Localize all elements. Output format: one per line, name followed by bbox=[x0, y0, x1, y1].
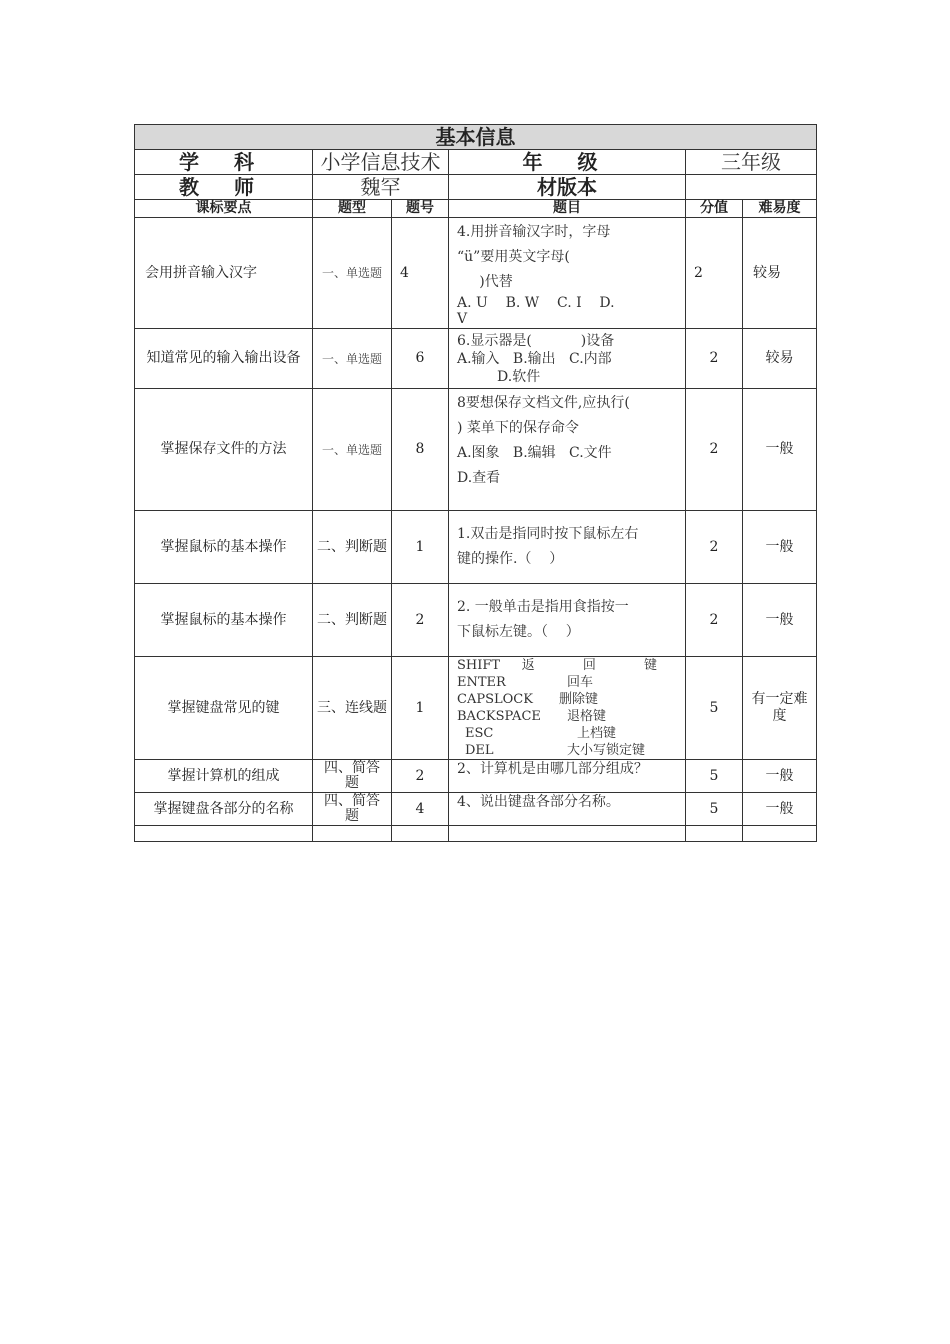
assessment-sheet bbox=[134, 124, 816, 842]
header-row bbox=[135, 200, 817, 218]
subject-label: 学 科 bbox=[135, 150, 313, 175]
question-line: 2、计算机是由哪几部分组成？ bbox=[457, 761, 648, 777]
point-cell: 掌握保存文件的方法 bbox=[135, 389, 313, 511]
match-pair bbox=[457, 674, 679, 691]
key-name: SHIFT bbox=[457, 658, 501, 673]
matching-cell bbox=[449, 657, 686, 760]
teacher-label: 教 师 bbox=[135, 175, 313, 200]
edition-label: 材版本 bbox=[449, 175, 686, 200]
question-line: ) 菜单下的保存命令 bbox=[457, 420, 579, 436]
edition-value bbox=[686, 175, 817, 200]
question-line: A. U B. W C. I D. bbox=[457, 294, 615, 311]
header-difficulty: 难易度 bbox=[743, 200, 817, 218]
teacher-value: 魏罕 bbox=[313, 175, 449, 200]
score-cell: 5 bbox=[686, 657, 743, 760]
difficulty-cell: 一般 bbox=[743, 760, 817, 793]
question-line: 键的操作.（ ） bbox=[457, 551, 564, 567]
subject-value: 小学信息技术 bbox=[313, 150, 449, 175]
score-cell: 2 bbox=[686, 389, 743, 511]
match-pair bbox=[457, 657, 679, 674]
empty-row bbox=[135, 826, 817, 842]
question-cell bbox=[449, 584, 686, 657]
assessment-table bbox=[134, 124, 817, 842]
type-cell: 一、单选题 bbox=[313, 329, 392, 389]
question-line: 2. 一般单击是指用食指按一 bbox=[457, 599, 629, 615]
question-line: 1.双击是指同时按下鼠标左右 bbox=[457, 526, 639, 542]
question-line: 下鼠标左键。（ ） bbox=[457, 624, 580, 640]
question-cell bbox=[449, 329, 686, 389]
difficulty-cell: 一般 bbox=[743, 511, 817, 584]
question-line: 6.显示器是( )设备 bbox=[457, 332, 615, 349]
type-cell: 二、判断题 bbox=[313, 584, 392, 657]
question-line: D.软件 bbox=[457, 368, 541, 385]
key-name: DEL bbox=[465, 743, 494, 758]
score-cell: 5 bbox=[686, 793, 743, 826]
question-cell bbox=[449, 218, 686, 329]
num-cell: 4 bbox=[392, 218, 449, 329]
question-line: V bbox=[457, 310, 468, 327]
type-cell: 一、单选题 bbox=[313, 218, 392, 329]
point-cell: 知道常见的输入输出设备 bbox=[135, 329, 313, 389]
key-function: 退格键 bbox=[567, 709, 607, 724]
question-line: A.图象 B.编辑 C.文件 bbox=[457, 445, 612, 461]
point-cell: 掌握键盘常见的键 bbox=[135, 657, 313, 760]
match-pair bbox=[457, 691, 679, 708]
grade-value: 三年级 bbox=[686, 150, 817, 175]
point-cell: 会用拼音输入汉字 bbox=[135, 218, 313, 329]
table-row bbox=[135, 329, 817, 389]
table-title: 基本信息 bbox=[135, 125, 817, 150]
question-line: )代替 bbox=[457, 273, 513, 290]
score-cell: 2 bbox=[686, 329, 743, 389]
table-row bbox=[135, 511, 817, 584]
type-cell: 四、简答题 bbox=[313, 760, 392, 793]
num-cell: 1 bbox=[392, 511, 449, 584]
empty-cell bbox=[743, 826, 817, 842]
header-type: 题型 bbox=[313, 200, 392, 218]
difficulty-cell: 有一定难度 bbox=[743, 657, 817, 760]
question-cell bbox=[449, 760, 686, 793]
empty-cell bbox=[313, 826, 392, 842]
point-cell: 掌握鼠标的基本操作 bbox=[135, 584, 313, 657]
question-line: 8要想保存文档文件,应执行( bbox=[457, 395, 630, 411]
num-cell: 4 bbox=[392, 793, 449, 826]
difficulty-cell: 一般 bbox=[743, 793, 817, 826]
header-num: 题号 bbox=[392, 200, 449, 218]
type-cell: 二、判断题 bbox=[313, 511, 392, 584]
num-cell: 2 bbox=[392, 760, 449, 793]
question-cell bbox=[449, 511, 686, 584]
point-cell: 掌握键盘各部分的名称 bbox=[135, 793, 313, 826]
num-cell: 2 bbox=[392, 584, 449, 657]
num-cell: 1 bbox=[392, 657, 449, 760]
score-cell: 2 bbox=[686, 218, 743, 329]
match-pair bbox=[457, 725, 679, 742]
key-name: ESC bbox=[465, 726, 494, 741]
point-cell: 掌握计算机的组成 bbox=[135, 760, 313, 793]
key-name: BACKSPACE bbox=[457, 709, 541, 724]
question-cell bbox=[449, 389, 686, 511]
empty-cell bbox=[135, 826, 313, 842]
difficulty-cell: 一般 bbox=[743, 584, 817, 657]
empty-cell bbox=[449, 826, 686, 842]
key-name: CAPSLOCK bbox=[457, 692, 533, 707]
grade-label-text: 年 级 bbox=[522, 149, 612, 174]
type-cell: 四、简答题 bbox=[313, 793, 392, 826]
difficulty-cell: 较易 bbox=[743, 329, 817, 389]
type-cell: 一、单选题 bbox=[313, 389, 392, 511]
key-function: 删除键 bbox=[559, 692, 599, 707]
score-cell: 2 bbox=[686, 511, 743, 584]
header-score: 分值 bbox=[686, 200, 743, 218]
num-cell: 6 bbox=[392, 329, 449, 389]
header-question: 题目 bbox=[449, 200, 686, 218]
question-line: 4、说出键盘各部分名称。 bbox=[457, 794, 620, 810]
key-function: 大小写锁定键 bbox=[567, 743, 646, 758]
score-cell: 2 bbox=[686, 584, 743, 657]
grade-label bbox=[449, 150, 686, 175]
table-row bbox=[135, 657, 817, 760]
type-cell: 三、连线题 bbox=[313, 657, 392, 760]
difficulty-cell: 较易 bbox=[743, 218, 817, 329]
question-line: 4.用拼音输汉字时，字母 bbox=[457, 223, 611, 240]
table-row bbox=[135, 218, 817, 329]
question-cell bbox=[449, 793, 686, 826]
table-row bbox=[135, 389, 817, 511]
point-cell: 掌握鼠标的基本操作 bbox=[135, 511, 313, 584]
empty-cell bbox=[686, 826, 743, 842]
match-pair bbox=[457, 708, 679, 725]
score-cell: 5 bbox=[686, 760, 743, 793]
question-line: A.输入 B.输出 C.内部 bbox=[457, 350, 612, 367]
question-line: “ü”要用英文字母( bbox=[457, 248, 570, 265]
difficulty-cell: 一般 bbox=[743, 389, 817, 511]
key-function: 回车 bbox=[567, 675, 594, 690]
empty-cell bbox=[392, 826, 449, 842]
table-row bbox=[135, 760, 817, 793]
match-pair bbox=[457, 742, 679, 759]
num-cell: 8 bbox=[392, 389, 449, 511]
table-row bbox=[135, 584, 817, 657]
key-function: 上档键 bbox=[577, 726, 617, 741]
table-row bbox=[135, 793, 817, 826]
key-name: ENTER bbox=[457, 675, 506, 690]
key-function: 返 回 键 bbox=[521, 658, 679, 673]
question-line: D.查看 bbox=[457, 470, 501, 486]
header-point: 课标要点 bbox=[135, 200, 313, 218]
